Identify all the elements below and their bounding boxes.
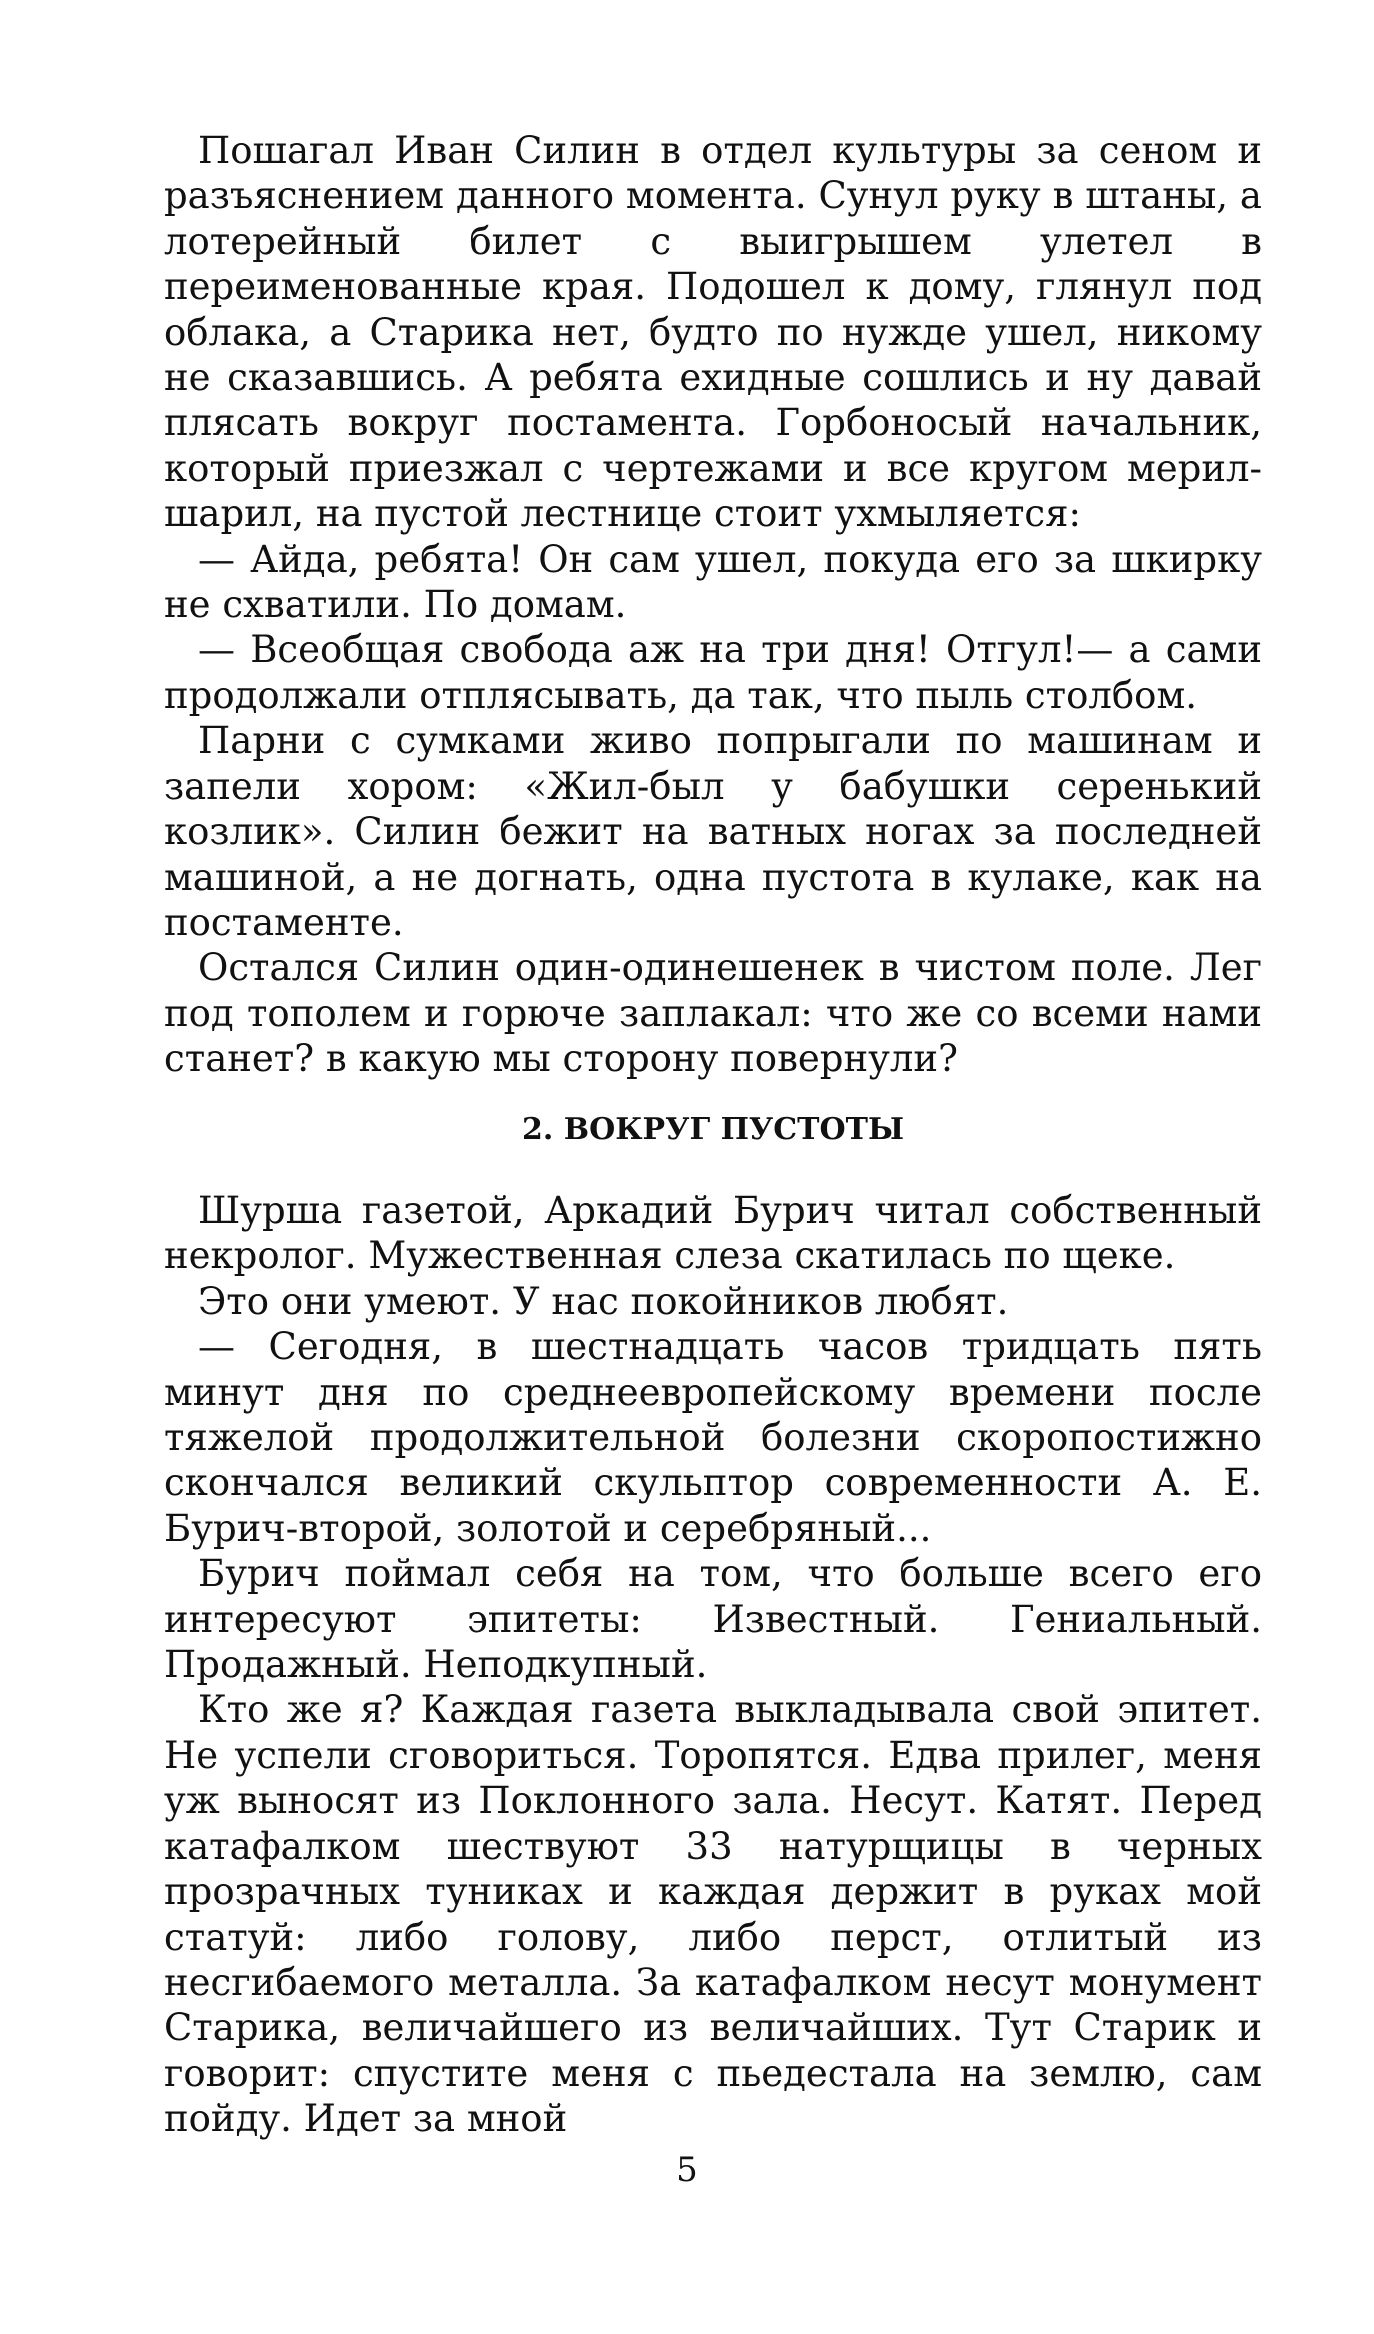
page-number: 5 [676, 2150, 698, 2190]
section-heading: 2. ВОКРУГ ПУСТОТЫ [522, 1112, 904, 1147]
paragraph-5: Остался Силин один-одинешенек в чистом поле. Лег под тополем и горюче заплакал: что же со всеми нами станет? в какую мы сторону повернули? [164, 946, 1262, 1081]
paragraph-1: Пошагал Иван Силин в отдел культуры за сеном и разъяснением данного момента. Сунул руку в штаны, а лотерейный билет с выигрышем улетел в переименованные края. Подошел к дому, глянул под облака, а Старика нет, будто по нужде ушел, никому не сказавшись. А ребята ехидные сошлись и ну давай плясать вокруг постамента. Горбоносый начальник, который приезжал с чертежами и все кругом мерил-шарил, на пустой лестнице стоит ухмыляется: [164, 129, 1262, 536]
paragraph-3: — Всеобщая свобода аж на три дня! Отгул!— а сами продолжали отплясывать, да так, что пыль столбом. [164, 628, 1262, 717]
paragraph-6: Шурша газетой, Аркадий Бурич читал собственный некролог. Мужественная слеза скатилась по щеке. [164, 1189, 1262, 1278]
paragraph-4: Парни с сумками живо попрыгали по машинам и запели хором: «Жил-был у бабушки серенький козлик». Силин бежит на ватных ногах за последней машиной, а не догнать, одна пустота в кулаке, как на постаменте. [164, 719, 1262, 944]
paragraph-9: Бурич поймал себя на том, что больше всего его интересуют эпитеты: Известный. Гениальный. Продажный. Неподкупный. [164, 1552, 1262, 1687]
section-2-text [164, 1188, 1262, 2142]
paragraph-2: — Айда, ребята! Он сам ушел, покуда его за шкирку не схватили. По домам. [164, 537, 1262, 627]
section-1-text [164, 128, 1262, 1082]
paragraph-8: — Сегодня, в шестнадцать часов тридцать пять минут дня по среднеевропейскому времени после тяжелой продолжительной болезни скоропостижно скончался великий скульптор современности А. Е. Бурич-второй, золотой и серебряный... [164, 1325, 1262, 1550]
paragraph-7: Это они умеют. У нас покойников любят. [198, 1279, 1009, 1323]
paragraph-10: Кто же я? Каждая газета выкладывала свой эпитет. Не успели сговориться. Торопятся. Едва прилег, меня уж выносят из Поклонного зала. Несут. Катят. Перед катафалком шествуют 33 натурщицы в черных прозрачных туниках и каждая держит в руках мой статуй: либо голову, либо перст, отлитый из несгибаемого металла. За катафалком несут монумент Старика, величайшего из величайших. Тут Старик и говорит: спустите меня с пьедестала на землю, сам пойду. Идет за мной [164, 1688, 1262, 2141]
